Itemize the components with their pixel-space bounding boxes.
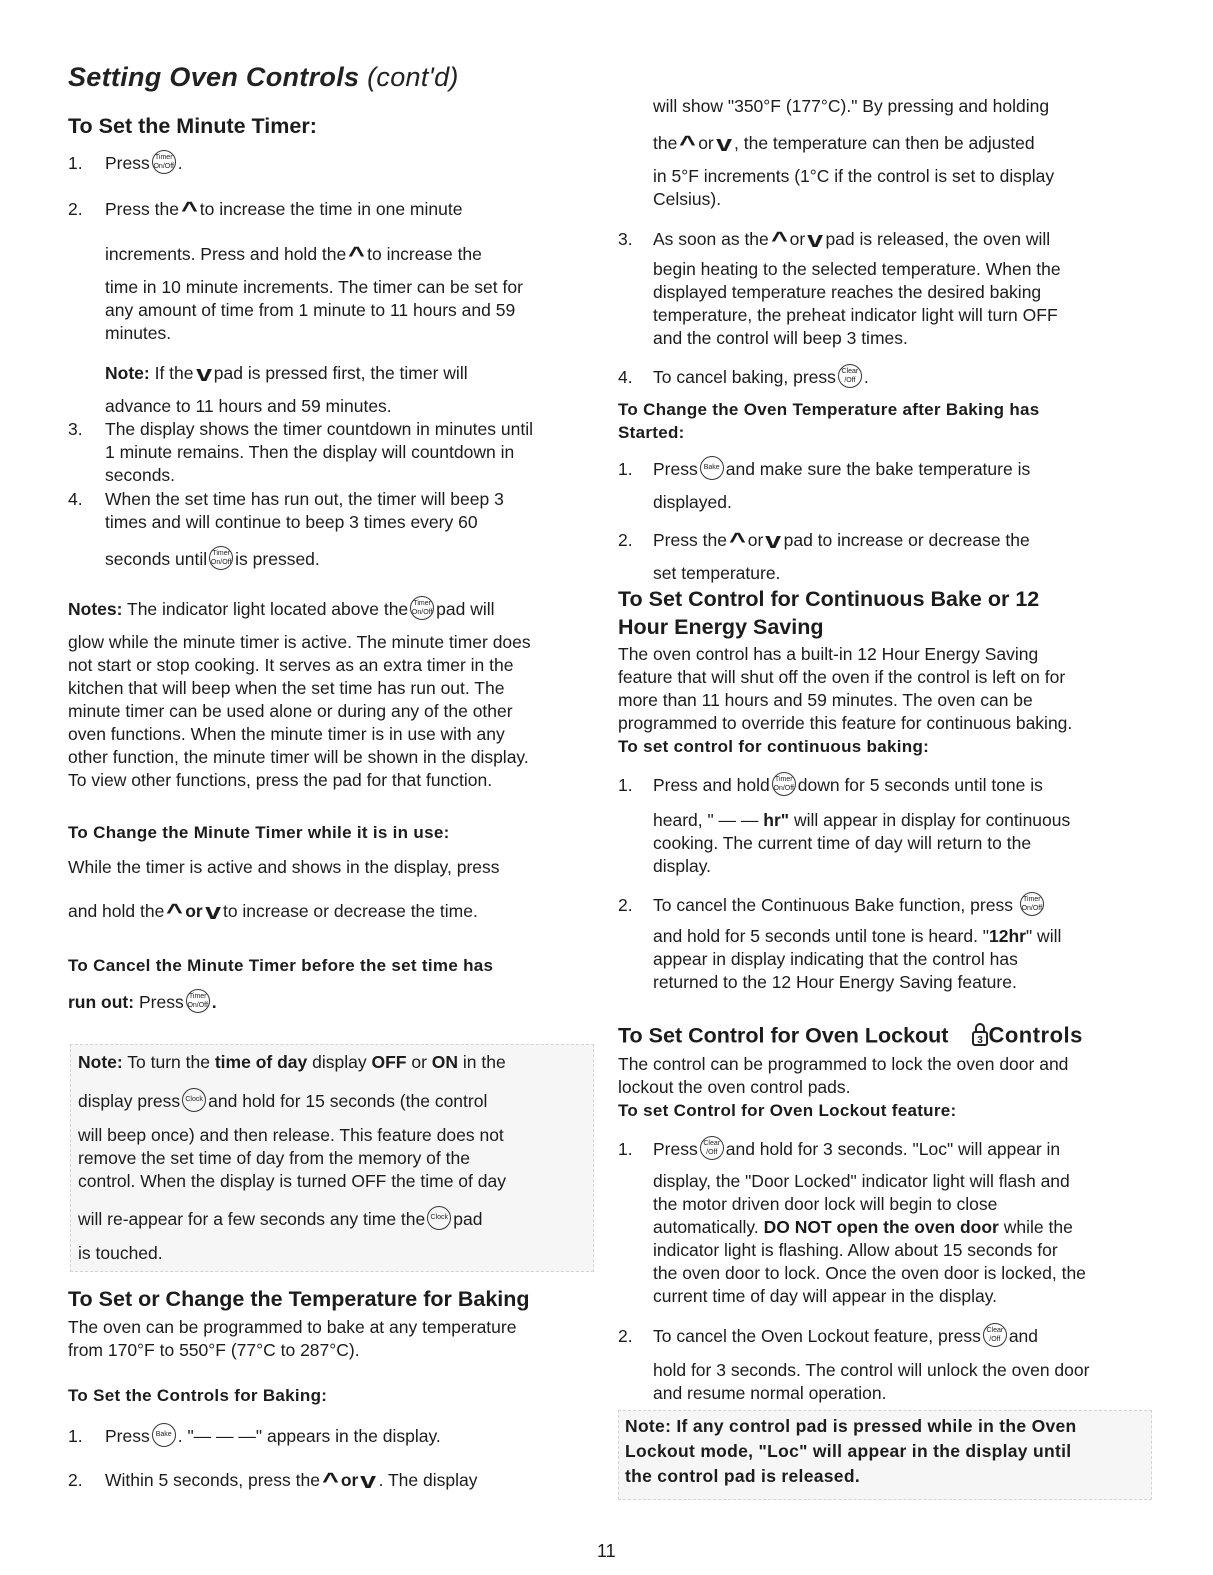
notes-line-4: kitchen that will beep when the set time has run out. The <box>68 678 505 698</box>
right-step-3-num: 3. <box>618 229 633 249</box>
lockout-note-line-2: Lockout mode, "Loc" will appear in the display until <box>625 1441 1072 1461</box>
up-arrow-icon: ^ <box>348 242 366 268</box>
lockout-step-1-line-5: indicator light is flashing. Allow about 15 seconds for <box>653 1240 1058 1260</box>
continuous-line-4: programmed to override this feature for continuous baking. <box>618 713 1073 733</box>
change-temp-step-2-line-2: set temperature. <box>653 563 781 583</box>
right-step-4-num: 4. <box>618 367 633 387</box>
notes-line-7: other function, the minute timer will be shown in the display. <box>68 747 529 767</box>
timer-note-line-1: Note: If thev pad is pressed first, the timer will <box>105 361 468 387</box>
change-timer-heading: To Change the Minute Timer while it is in use: <box>68 823 450 842</box>
lockout-line-2: lockout the oven control pads. <box>618 1077 851 1097</box>
timer-onoff-pad-icon: Timer On/Off <box>152 150 176 174</box>
lockout-note-line-1: Note: If any control pad is pressed while in the Oven <box>625 1416 1077 1436</box>
cont-line-4: Celsius). <box>653 189 722 209</box>
timer-step-3-line-3: seconds. <box>105 465 176 485</box>
timer-note-line-2: advance to 11 hours and 59 minutes. <box>105 396 392 416</box>
change-temp-step-1-line-2: displayed. <box>653 492 732 512</box>
notes-line-5: minute timer can be used alone or during any of the other <box>68 701 513 721</box>
lockout-step-1-line-4: automatically. DO NOT open the oven door while the <box>653 1217 1073 1237</box>
page-title: Setting Oven Controls (cont'd) <box>68 62 459 92</box>
set-controls-step-2: Within 5 seconds, press the^ orv . The display <box>105 1468 478 1494</box>
timer-step-1-text: Press Timer On/Off . <box>105 152 183 176</box>
lockout-step-1-line-2: display, the "Door Locked" indicator light will flash and <box>653 1171 1070 1191</box>
change-temp-step-2: Press the^ orv pad to increase or decrease the <box>653 528 1030 554</box>
note-box-line-3: will beep once) and then release. This feature does not <box>78 1125 504 1145</box>
right-step-3-line-2: begin heating to the selected temperature. When the <box>653 259 1061 279</box>
timer-onoff-pad-icon: Timer On/Off <box>772 772 796 796</box>
continuous-step-1-num: 1. <box>618 775 633 795</box>
timer-step-3-line-2: 1 minute remains. Then the display will countdown in <box>105 442 515 462</box>
lockout-step-2-num: 2. <box>618 1326 633 1346</box>
notes-line-6: oven functions. When the minute timer is in use with any <box>68 724 505 744</box>
right-step-3-line-5: and the control will beep 3 times. <box>653 328 908 348</box>
continuous-heading: To Set Control for Continuous Bake or 12 <box>618 587 1040 611</box>
note-box-line-7: is touched. <box>78 1243 163 1263</box>
lockout-step-1: Press Clear /Off and hold for 3 seconds. "Loc" will appear in <box>653 1138 1060 1162</box>
controls-icon-label: Controls <box>988 1022 1083 1048</box>
lockout-step-1-num: 1. <box>618 1139 633 1159</box>
clock-pad-icon: Clock <box>427 1206 451 1230</box>
cont-line-2: the^ orv , the temperature can then be adjusted <box>653 131 1035 157</box>
continuous-step-1: Press and hold Timer On/Off down for 5 seconds until tone is <box>653 774 1043 798</box>
right-step-3-line-3: displayed temperature reaches the desired baking <box>653 282 1042 302</box>
change-temp-step-1-num: 1. <box>618 459 633 479</box>
change-temp-step-1: Press Bake and make sure the bake temperature is <box>653 458 1030 482</box>
timer-onoff-pad-icon: Timer On/Off <box>186 989 210 1013</box>
continuous-step-1-line-4: display. <box>653 856 712 876</box>
up-arrow-icon: ^ <box>322 1468 339 1494</box>
timer-step-2-line-5: minutes. <box>105 323 172 343</box>
timer-step-3-num: 3. <box>68 419 83 439</box>
timer-step-4-line-1: When the set time has run out, the timer will beep 3 <box>105 489 504 509</box>
timer-step-2-num: 2. <box>68 199 83 219</box>
lockout-heading: To Set Control for Oven Lockout 3 Controls <box>618 1022 1083 1052</box>
clock-pad-icon: Clock <box>182 1088 206 1112</box>
timer-step-2-line-2: increments. Press and hold the^ to increase the <box>105 242 482 268</box>
lock-icon <box>972 1022 988 1052</box>
down-arrow-icon: v <box>360 1468 377 1494</box>
note-box-line-1: Note: To turn the time of day display OFF or ON in the <box>78 1052 506 1072</box>
cancel-timer-heading: To Cancel the Minute Timer before the set time has <box>68 956 494 975</box>
page-number: 11 <box>597 1541 616 1561</box>
notes-line-1: Notes: The indicator light located above the Timer On/Off pad will <box>68 598 495 622</box>
cont-line-3: in 5°F increments (1°C if the control is set to display <box>653 166 1055 186</box>
timer-onoff-pad-icon: Timer On/Off <box>1020 892 1044 916</box>
note-box-line-5: control. When the display is turned OFF the time of day <box>78 1171 506 1191</box>
timer-onoff-pad-icon: Timer On/Off <box>209 546 233 570</box>
continuous-subheading: To set control for continuous baking: <box>618 737 930 756</box>
clear-off-pad-icon: Clear /Off <box>700 1136 724 1160</box>
up-arrow-icon: ^ <box>166 899 184 925</box>
cancel-timer-line-2: run out: Press Timer On/Off . <box>68 991 217 1015</box>
up-arrow-icon: ^ <box>770 227 788 253</box>
temp-baking-heading: To Set or Change the Temperature for Baking <box>68 1287 530 1311</box>
minute-timer-heading: To Set the Minute Timer: <box>68 114 317 138</box>
continuous-step-1-line-3: cooking. The current time of day will return to the <box>653 833 1032 853</box>
right-step-3-line-4: temperature, the preheat indicator light will turn OFF <box>653 305 1058 325</box>
timer-step-1: 1. <box>68 153 83 173</box>
svg-text:3: 3 <box>977 1035 984 1046</box>
change-timer-line-2: and hold the^ orv to increase or decrease the time. <box>68 899 478 925</box>
lockout-step-1-line-7: current time of day will appear in the display. <box>653 1286 998 1306</box>
lockout-note-line-3: the control pad is released. <box>625 1466 860 1486</box>
change-temp-step-2-num: 2. <box>618 530 633 550</box>
notes-line-2: glow while the minute timer is active. The minute timer does <box>68 632 531 652</box>
continuous-step-1-line-2: heard, " — — hr" will appear in display for continuous <box>653 810 1071 830</box>
timer-step-3-line-1: The display shows the timer countdown in minutes until <box>105 419 533 439</box>
note-box-line-6: will re-appear for a few seconds any time the Clock pad <box>78 1208 482 1232</box>
clear-off-pad-icon: Clear /Off <box>838 364 862 388</box>
down-arrow-icon: v <box>715 131 732 157</box>
temp-baking-line-1: The oven can be programmed to bake at any temperature <box>68 1317 517 1337</box>
cont-line-1: will show "350°F (177°C)." By pressing and holding <box>653 96 1050 116</box>
change-temp-heading: To Change the Oven Temperature after Baking has <box>618 400 1040 419</box>
set-controls-step-1: Press Bake . "— — —" appears in the display. <box>105 1425 441 1449</box>
notes-line-8: To view other functions, press the pad for that function. <box>68 770 493 790</box>
continuous-step-2-line-4: returned to the 12 Hour Energy Saving feature. <box>653 972 1017 992</box>
bake-pad-icon: Bake <box>152 1423 176 1447</box>
continuous-line-3: more than 11 hours and 59 minutes. The oven can be <box>618 690 1033 710</box>
timer-step-2-line-4: any amount of time from 1 minute to 11 hours and 59 <box>105 300 516 320</box>
timer-step-2-line-3: time in 10 minute increments. The timer can be set for <box>105 277 523 297</box>
timer-onoff-pad-icon: Timer On/Off <box>410 596 434 620</box>
up-arrow-icon: ^ <box>181 197 198 223</box>
down-arrow-icon: v <box>195 361 212 387</box>
down-arrow-icon: v <box>765 528 782 554</box>
lockout-line-1: The control can be programmed to lock the oven door and <box>618 1054 1069 1074</box>
timer-step-4-line-3: seconds until Timer On/Off is pressed. <box>105 548 320 572</box>
continuous-step-2-num: 2. <box>618 895 633 915</box>
lockout-step-1-line-3: the motor driven door lock will begin to close <box>653 1194 998 1214</box>
continuous-heading-2: Hour Energy Saving <box>618 615 824 639</box>
up-arrow-icon: ^ <box>729 528 746 554</box>
clear-off-pad-icon: Clear /Off <box>983 1323 1007 1347</box>
timer-step-4-line-2: times and will continue to beep 3 times every 60 <box>105 512 478 532</box>
lockout-step-2: To cancel the Oven Lockout feature, press Clear /Off and <box>653 1325 1038 1349</box>
continuous-step-2-line-3: appear in display indicating that the control has <box>653 949 1018 969</box>
timer-step-2-line-1: Press the^ to increase the time in one minute <box>105 197 463 223</box>
set-controls-step-2-num: 2. <box>68 1470 83 1490</box>
note-box-line-2: display press Clock and hold for 15 seconds (the control <box>78 1090 487 1114</box>
notes-line-3: not start or stop cooking. It serves as an extra timer in the <box>68 655 514 675</box>
lockout-step-2-line-3: and resume normal operation. <box>653 1383 887 1403</box>
continuous-step-2: To cancel the Continuous Bake function, press Timer On/Off <box>653 894 1046 918</box>
down-arrow-icon: v <box>204 899 221 925</box>
change-timer-line-1: While the timer is active and shows in the display, press <box>68 857 500 877</box>
lockout-subheading: To set Control for Oven Lockout feature: <box>618 1101 957 1120</box>
lockout-step-1-line-6: the oven door to lock. Once the oven door is locked, the <box>653 1263 1086 1283</box>
continuous-line-1: The oven control has a built-in 12 Hour Energy Saving <box>618 644 1039 664</box>
note-box-line-4: remove the set time of day from the memory of the <box>78 1148 470 1168</box>
right-step-3-line-1: As soon as the^ orv pad is released, the oven will <box>653 227 1051 253</box>
lockout-step-2-line-2: hold for 3 seconds. The control will unlock the oven door <box>653 1360 1090 1380</box>
continuous-line-2: feature that will shut off the oven if the control is left on for <box>618 667 1066 687</box>
bake-pad-icon: Bake <box>700 456 724 480</box>
set-controls-step-1-num: 1. <box>68 1426 83 1446</box>
set-controls-heading: To Set the Controls for Baking: <box>68 1386 328 1405</box>
up-arrow-icon: ^ <box>679 131 697 157</box>
continuous-step-2-line-2: and hold for 5 seconds until tone is heard. "12hr" will <box>653 926 1062 946</box>
down-arrow-icon: v <box>807 227 824 253</box>
change-temp-heading-2: Started: <box>618 423 685 442</box>
right-step-4: To cancel baking, press Clear /Off . <box>653 366 869 390</box>
temp-baking-line-2: from 170°F to 550°F (77°C to 287°C). <box>68 1340 360 1360</box>
timer-step-4-num: 4. <box>68 489 83 509</box>
